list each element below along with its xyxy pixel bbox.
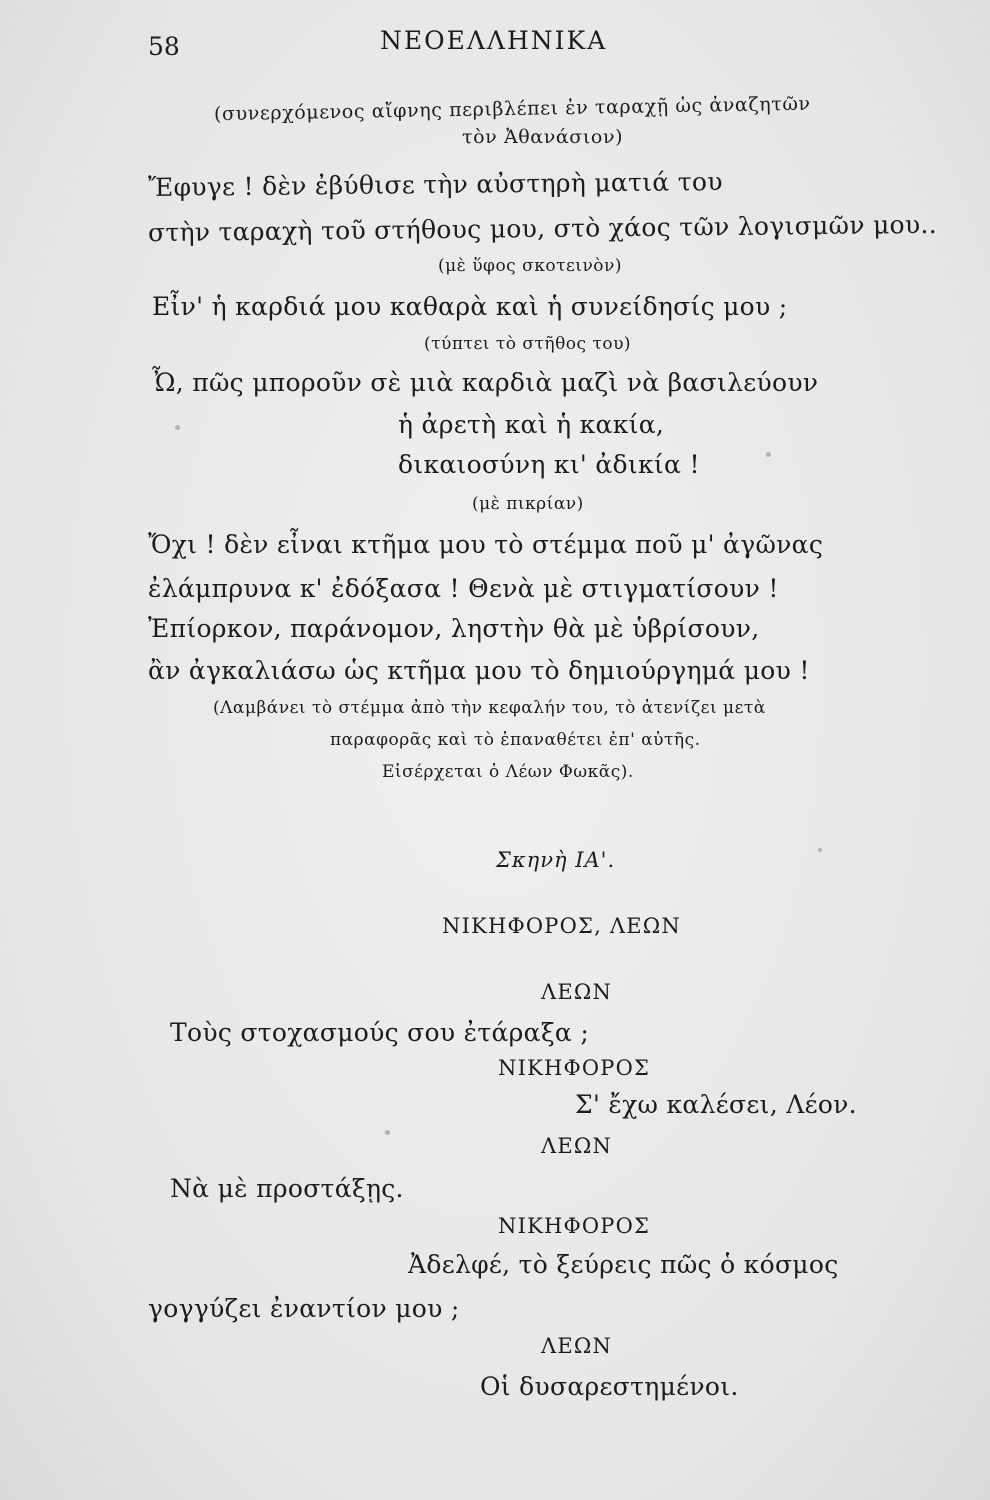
- verse-line: στὴν ταραχὴ τοῦ στήθους μου, στὸ χάος τῶν λογισμῶν μου..: [147, 209, 938, 248]
- stage-direction: (τύπτει τὸ στῆθος του): [424, 334, 632, 354]
- verse-line: δικαιοσύνη κι' ἀδικία !: [398, 450, 700, 479]
- dialogue-line: γογγύζει ἐναντίον μου ;: [148, 1294, 460, 1323]
- page-number: 58: [148, 32, 180, 61]
- speaker-name: ΝΙΚΗΦΟΡΟΣ: [498, 1056, 651, 1080]
- speaker-name: ΛΕΩΝ: [541, 1334, 613, 1358]
- stage-direction: παραφορᾶς καὶ τὸ ἐπαναθέτει ἐπ' αὐτῆς.: [330, 730, 701, 750]
- verse-line: Ἔφυγε ! δὲν ἐβύθισε τὴν αὐστηρὴ ματιά του: [147, 166, 723, 203]
- paper-speck: [385, 1130, 390, 1135]
- verse-line: Εἶν' ἡ καρδιά μου καθαρὰ καὶ ἡ συνείδησίς μου ;: [152, 292, 788, 321]
- verse-line: ἐλάμπρυνα κ' ἐδόξασα ! Θενὰ μὲ στιγματίσουν !: [148, 574, 779, 603]
- verse-line: ἡ ἀρετὴ καὶ ἡ κακία,: [398, 410, 665, 439]
- dialogue-line: Σ' ἔχω καλέσει, Λέον.: [575, 1090, 857, 1119]
- dialogue-line: Ἀδελφέ, τὸ ξεύρεις πῶς ὁ κόσμος: [408, 1250, 839, 1279]
- dialogue-line: Οἱ δυσαρεστημένοι.: [480, 1372, 739, 1401]
- stage-direction: (μὲ πικρίαν): [472, 494, 584, 514]
- running-title: ΝΕΟΕΛΛΗΝΙΚΑ: [380, 26, 608, 55]
- dialogue-line: Νὰ μὲ προστάξῃς.: [170, 1174, 404, 1203]
- stage-direction: (συνερχόμενος αἴφνης περιβλέπει ἐν ταραχῇ ὡς ἀναζητῶν: [213, 92, 811, 126]
- verse-line: Ὄχι ! δὲν εἶναι κτῆμα μου τὸ στέμμα ποῦ μ' ἀγῶνας: [148, 530, 824, 559]
- paper-speck: [766, 452, 771, 457]
- stage-direction: Εἰσέρχεται ὁ Λέων Φωκᾶς).: [382, 762, 634, 782]
- speaker-name: ΛΕΩΝ: [541, 1134, 613, 1158]
- characters-list: ΝΙΚΗΦΟΡΟΣ, ΛΕΩΝ: [442, 914, 681, 938]
- paper-speck: [818, 848, 822, 852]
- speaker-name: ΛΕΩΝ: [541, 980, 613, 1004]
- paper-speck: [175, 425, 180, 430]
- stage-direction: τὸν Ἀθανάσιον): [462, 126, 624, 148]
- dialogue-line: Τοὺς στοχασμούς σου ἐτάραξα ;: [170, 1018, 590, 1047]
- stage-direction: (Λαμβάνει τὸ στέμμα ἀπὸ τὴν κεφαλήν του, τὸ ἀτενίζει μετὰ: [213, 698, 766, 718]
- speaker-name: ΝΙΚΗΦΟΡΟΣ: [498, 1214, 651, 1238]
- scene-heading: Σκηνὴ ΙΑ'.: [496, 848, 616, 872]
- stage-direction: (μὲ ὕφος σκοτεινὸν): [438, 256, 622, 276]
- verse-line: Ἐπίορκον, παράνομον, ληστὴν θὰ μὲ ὑβρίσουν,: [148, 614, 760, 643]
- verse-line: Ὦ, πῶς μποροῦν σὲ μιὰ καρδιὰ μαζὶ νὰ βασιλεύουν: [152, 368, 819, 397]
- verse-line: ἂν ἀγκαλιάσω ὡς κτῆμα μου τὸ δημιούργημά μου !: [148, 656, 810, 685]
